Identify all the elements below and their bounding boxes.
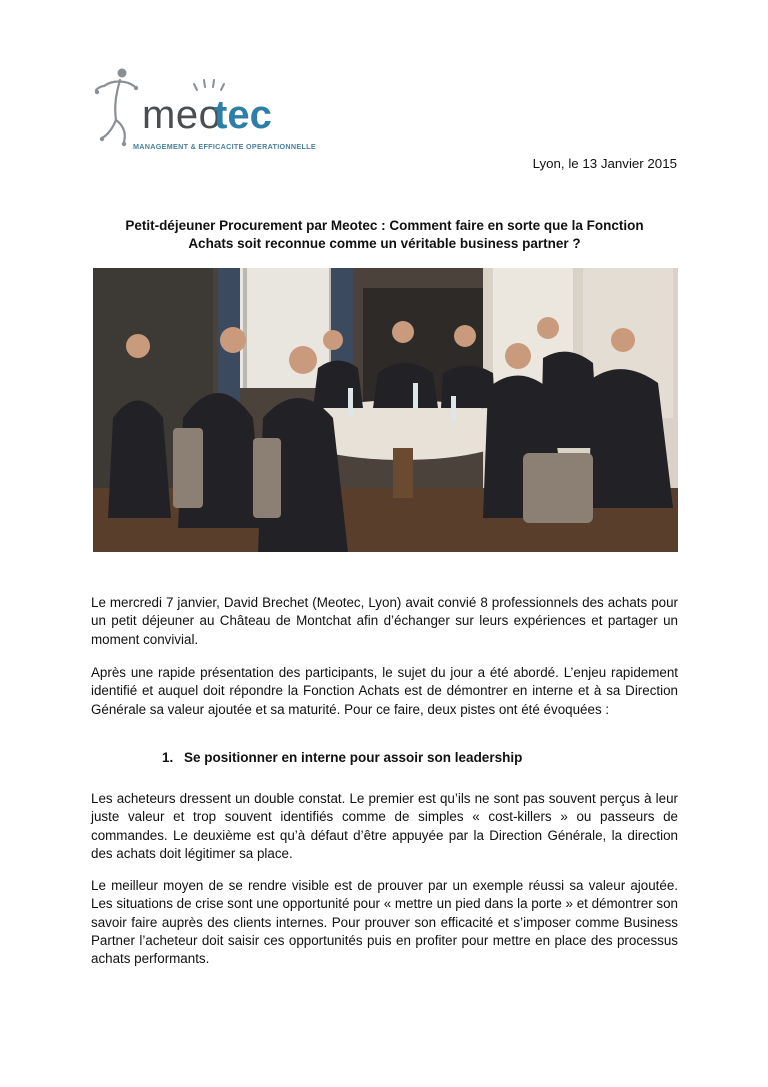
title-line-2: Achats soit reconnue comme un véritable business partner ? [188, 236, 581, 251]
section-heading-text: Se positionner en interne pour assoir son leadership [184, 750, 523, 765]
section-heading-number: 1. [162, 750, 174, 765]
group-photo-image [93, 268, 678, 552]
paragraph-visibilite: Le meilleur moyen de se rendre visible est de prouver par un exemple réussi sa valeur ajoutée. Les situations de crise sont une opportunité pour « mettre un pied dans la porte » et démontrer son savoir faire auprès des clients internes. Pour prouver son efficacité et s’imposer comme Business Partner l’acheteur doit saisir ces opportunités puis en profiter pour mettre en place des processus achats performants. [91, 878, 678, 967]
logo-tagline: MANAGEMENT & EFFICACITE OPERATIONNELLE [133, 142, 316, 151]
paragraph-constat: Les acheteurs dressent un double constat. Le premier est qu’ils ne sont pas souvent perçus à leur juste valeur et trop souvent identifiés comme de simples « cost-killers » ou passeurs de commandes. Le deuxième est qu’à défaut d’être appuyée par la Direction Générale, la direction des achats doit légitimer sa place. [91, 791, 678, 861]
paragraph-enjeu: Après une rapide présentation des participants, le sujet du jour a été abordé. L’enjeu rapidement identifié et auquel doit répondre la Fonction Achats est de démontrer en interne et à sa Direction Générale sa valeur ajoutée et sa maturité. Pour ce faire, deux pistes ont été évoquées : [91, 665, 678, 717]
section-heading-1 [162, 750, 522, 765]
paragraph-intro: Le mercredi 7 janvier, David Brechet (Meotec, Lyon) avait convié 8 professionnels des achats pour un petit déjeuner au Château de Montchat afin d’échanger sur leurs expériences et partager un moment convivial. [91, 595, 678, 647]
svg-text:tec: tec [214, 93, 272, 137]
group-photo [93, 268, 678, 552]
svg-text:meo: meo [142, 93, 222, 137]
document-title [92, 217, 677, 253]
title-line-1: Petit-déjeuner Procurement par Meotec : Comment faire en sorte que la Fonction [125, 218, 644, 233]
document-date: Lyon, le 13 Janvier 2015 [532, 156, 677, 171]
